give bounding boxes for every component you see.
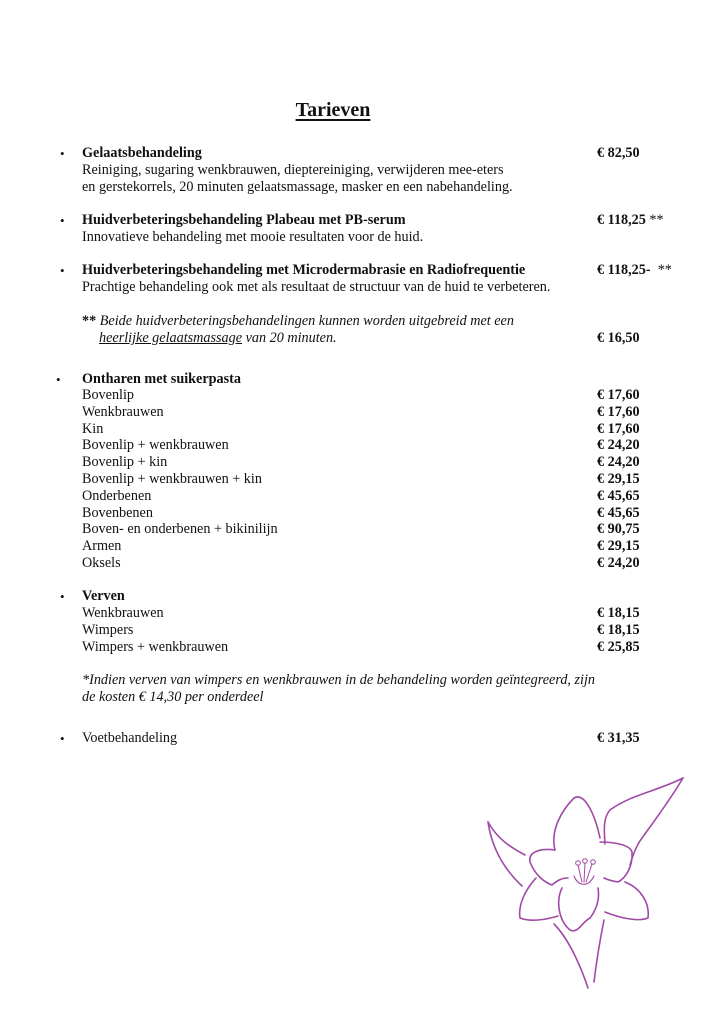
bullet-icon: • [60,146,65,161]
list-item-label: Wimpers [82,621,134,638]
voet-price: € 31,35 [597,730,640,746]
plabeau-heading: Huidverbeteringsbehandeling Plabeau met PB-serum [82,212,406,228]
list-item-label: Bovenlip + wenkbrauwen + kin [82,471,262,487]
plabeau-price-marker: ** [645,212,664,228]
list-item-price: € 45,65 [597,487,640,504]
bullet-icon: • [60,263,65,278]
microderm-desc: Prachtige behandeling ook met als resultaat de structuur van de huid te verbeteren. [82,279,551,295]
massage-note-line-1 [82,313,514,330]
gelaat-desc-1: Reiniging, sugaring wenkbrauwen, dieptereiniging, verwijderen mee-eters [82,162,504,178]
microderm-price-marker: ** [650,262,672,278]
list-item-price: € 24,20 [597,555,640,571]
microderm-price-value: € 118,25- [597,262,651,278]
list-item-label: Bovenlip + kin [82,454,168,471]
bullet-icon: • [56,372,61,387]
page-title: Tarieven [295,99,371,121]
list-item-price: € 90,75 [597,521,640,538]
plabeau-price [597,212,664,229]
microderm-price [597,262,672,279]
massage-note-marker: ** [82,313,97,329]
massage-note-text: Beide huidverbeteringsbehandelingen kunnen worden uitgebreid met een [96,313,514,329]
list-item-label: Bovenlip + wenkbrauwen [82,437,229,454]
massage-price: € 16,50 [597,330,640,346]
orchid-flower-icon [470,770,700,1020]
bullet-icon: • [60,589,65,604]
verven-note-line-2: de kosten € 14,30 per onderdeel [82,689,264,705]
list-item-price: € 24,20 [597,437,640,454]
list-item-label: Boven- en onderbenen + bikinilijn [82,521,278,538]
list-item-price: € 29,15 [597,538,640,555]
massage-note-text-2: van 20 minuten. [242,330,337,346]
list-item-price: € 24,20 [597,454,640,471]
gelaat-price: € 82,50 [597,145,640,161]
list-item-price: € 18,15 [597,621,640,638]
gelaat-desc-2: en gerstekorrels, 20 minuten gelaatsmassage, masker en een nabehandeling. [82,179,513,195]
list-item-price: € 17,60 [597,387,640,403]
list-item-price: € 45,65 [597,504,640,521]
list-item-price: € 29,15 [597,471,640,487]
list-item-label: Oksels [82,555,121,571]
gelaat-heading: Gelaatsbehandeling [82,145,202,161]
voet-heading: Voetbehandeling [82,730,178,746]
verven-heading: Verven [82,588,125,604]
list-item-price: € 17,60 [597,403,640,420]
massage-note-line-2 [99,330,337,347]
list-item-price: € 25,85 [597,638,640,655]
bullet-icon: • [60,213,65,228]
list-item-label: Bovenbenen [82,504,153,521]
list-item-label: Bovenlip [82,387,135,403]
microderm-heading: Huidverbeteringsbehandeling met Microdermabrasie en Radiofrequentie [82,262,526,278]
ontharen-heading: Ontharen met suikerpasta [82,371,241,387]
plabeau-price-value: € 118,25 [597,212,646,228]
list-item-label: Armen [82,538,122,555]
bullet-icon: • [60,731,65,746]
list-item-label: Wenkbrauwen [82,403,164,420]
list-item-label: Wenkbrauwen [82,605,164,621]
list-item-price: € 17,60 [597,420,640,437]
list-item-label: Wimpers + wenkbrauwen [82,638,229,655]
list-item-label: Kin [82,420,104,437]
verven-note-line-1: *Indien verven van wimpers en wenkbrauwen in de behandeling worden geïntegreerd, zijn [82,672,596,688]
plabeau-desc: Innovatieve behandeling met mooie resultaten voor de huid. [82,229,424,245]
list-item-price: € 18,15 [597,605,640,621]
massage-link[interactable]: heerlijke gelaatsmassage [99,330,243,346]
list-item-label: Onderbenen [82,487,152,504]
